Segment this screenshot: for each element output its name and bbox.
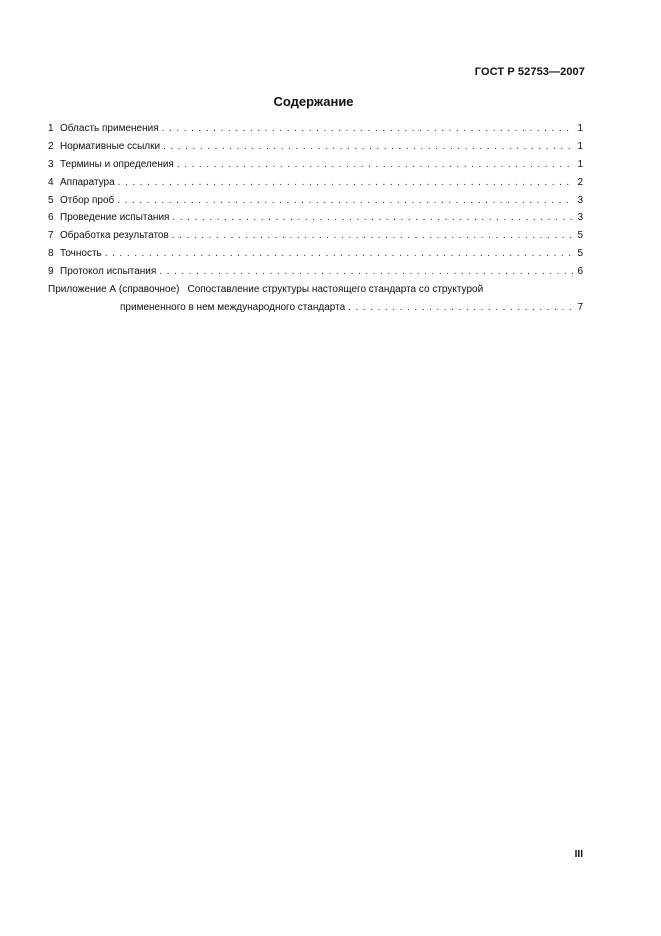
toc-dot-leader (117, 192, 574, 210)
toc-item-page: 1 (577, 158, 583, 170)
toc-item-label: Протокол испытания (60, 266, 157, 278)
toc-item-2[interactable] (48, 138, 583, 156)
toc-item-6[interactable] (48, 209, 583, 227)
appendix-prefix: Приложение А (справочное) (48, 284, 180, 296)
toc-dot-leader (172, 227, 574, 245)
toc-item-number: 4 (48, 176, 54, 188)
toc-item-8[interactable] (48, 245, 583, 263)
toc-dot-leader (348, 299, 574, 316)
toc-item-page: 1 (577, 140, 583, 152)
appendix-page: 7 (577, 301, 583, 313)
toc-item-label: Точность (60, 248, 102, 260)
table-of-contents (48, 120, 583, 316)
toc-item-1[interactable] (48, 120, 583, 138)
toc-item-label: Отбор проб (60, 194, 115, 206)
toc-item-label: Аппаратура (60, 176, 115, 188)
toc-item-5[interactable] (48, 192, 583, 210)
appendix-title-line2: примененного в нем международного стандарта (120, 301, 346, 313)
toc-item-9[interactable] (48, 263, 583, 281)
toc-item-3[interactable] (48, 156, 583, 174)
toc-item-number: 6 (48, 212, 54, 224)
toc-item-number: 2 (48, 140, 54, 152)
toc-item-number: 7 (48, 230, 54, 242)
toc-dot-leader (159, 263, 574, 281)
toc-appendix-a-continuation[interactable] (48, 299, 583, 316)
toc-item-7[interactable] (48, 227, 583, 245)
toc-item-number: 8 (48, 248, 54, 260)
toc-item-page: 5 (577, 230, 583, 242)
appendix-title-line1: Сопоставление структуры настоящего стандарта со структурой (187, 284, 484, 296)
toc-item-label: Термины и определения (60, 158, 174, 170)
toc-dot-leader (163, 138, 574, 156)
toc-item-number: 5 (48, 194, 54, 206)
page-number: III (574, 849, 583, 860)
toc-title: Содержание (273, 94, 354, 109)
toc-dot-leader (177, 156, 574, 174)
toc-item-page: 2 (577, 176, 583, 188)
toc-item-number: 1 (48, 123, 54, 134)
toc-item-page: 6 (577, 266, 583, 278)
toc-item-page: 3 (577, 212, 583, 224)
toc-item-4[interactable] (48, 174, 583, 192)
toc-item-number: 9 (48, 266, 54, 278)
toc-item-page: 1 (577, 123, 583, 134)
toc-dot-leader (172, 209, 574, 227)
toc-dot-leader (162, 120, 574, 138)
toc-item-label: Область применения (60, 123, 159, 134)
toc-item-label: Обработка результатов (60, 230, 169, 242)
toc-dot-leader (105, 245, 574, 263)
toc-item-page: 5 (577, 248, 583, 260)
toc-item-label: Нормативные ссылки (60, 140, 161, 152)
toc-dot-leader (118, 174, 574, 192)
toc-item-number: 3 (48, 158, 54, 170)
toc-appendix-a[interactable] (48, 281, 583, 299)
standard-number: ГОСТ Р 52753—2007 (474, 66, 585, 78)
toc-item-page: 3 (577, 194, 583, 206)
toc-item-label: Проведение испытания (60, 212, 170, 224)
